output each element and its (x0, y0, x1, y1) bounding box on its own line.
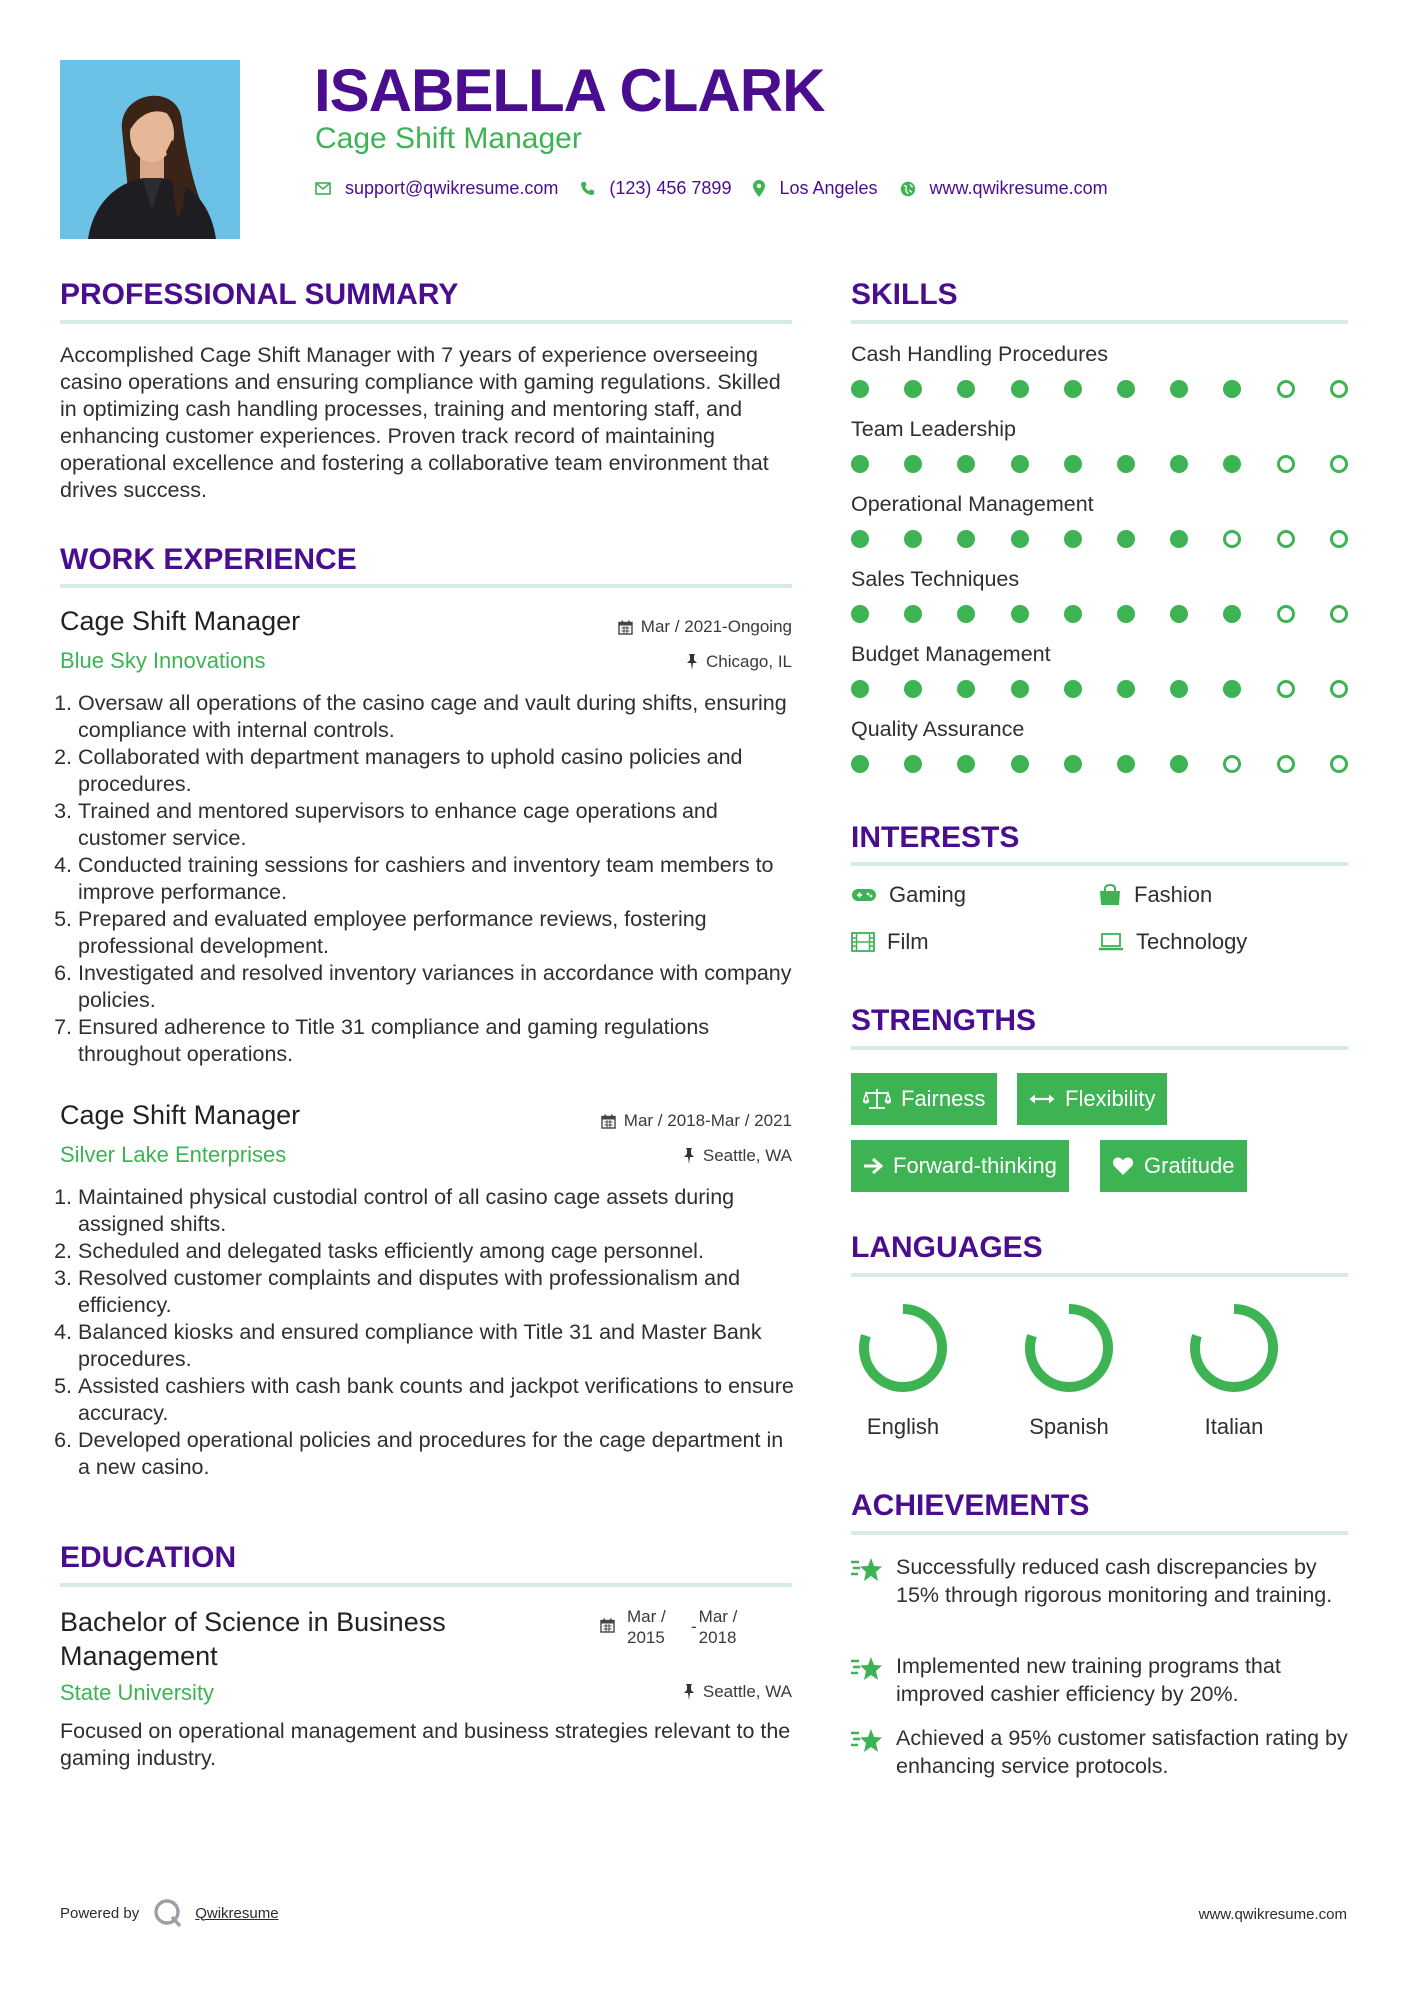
rating-dot-empty (1330, 380, 1348, 398)
balance-scale-icon (863, 1088, 891, 1110)
rating-dot-filled (1011, 380, 1029, 398)
rating-dot-filled (957, 755, 975, 773)
rating-dot-filled (1223, 455, 1241, 473)
rating-dot-filled (1011, 530, 1029, 548)
achievement-text: Achieved a 95% customer satisfaction rating by enhancing service protocols. (896, 1726, 1348, 1778)
list-item: 2. Collaborated with department managers to uphold casino policies and procedures. (78, 744, 795, 798)
experience-rule (60, 584, 792, 588)
job-dates (618, 617, 792, 637)
candidate-role: Cage Shift Manager (315, 122, 582, 155)
strength-label: Fairness (901, 1086, 986, 1111)
skill-name: Team Leadership (851, 417, 1016, 441)
rating-dot-filled (851, 380, 869, 398)
interest-film (851, 929, 929, 955)
skill-rating (851, 680, 1351, 700)
interests-rule (851, 862, 1348, 866)
skill-name: Budget Management (851, 642, 1051, 666)
email-text: support@qwikresume.com (345, 178, 559, 198)
education-end-month: Mar / (698, 1607, 738, 1626)
rating-dot-filled (1064, 755, 1082, 773)
strength-label: Flexibility (1065, 1086, 1156, 1111)
rating-dot-filled (1170, 755, 1188, 773)
interest-gaming (851, 882, 966, 908)
education-start (627, 1606, 675, 1648)
language-level-ring (1188, 1302, 1280, 1394)
interest-fashion (1098, 882, 1212, 908)
rating-dot-empty (1330, 680, 1348, 698)
phone-text: (123) 456 7899 (609, 178, 732, 198)
education-dates (600, 1606, 747, 1648)
rating-dot-filled (1170, 380, 1188, 398)
calendar-icon (600, 1618, 615, 1633)
skill-rating (851, 755, 1351, 775)
achievement-text: Implemented new training programs that improved cashier efficiency by 20%. (896, 1654, 1281, 1706)
skills-rule (851, 320, 1348, 324)
pin-icon (683, 1684, 695, 1700)
trophy-star-icon (850, 1655, 884, 1688)
languages-heading: LANGUAGES (851, 1231, 1043, 1264)
language-level-arc (1030, 1309, 1108, 1387)
rating-dot-filled (904, 755, 922, 773)
language-level-ring (1023, 1302, 1115, 1394)
rating-dot-filled (904, 455, 922, 473)
skill-name: Quality Assurance (851, 717, 1025, 741)
education-end (699, 1606, 747, 1648)
list-item: 4. Balanced kiosks and ensured compliance with Title 31 and Master Bank procedures. (78, 1319, 795, 1373)
list-item: 5. Prepared and evaluated employee performance reviews, fostering professional development. (78, 906, 795, 960)
qwikresume-logo-icon (153, 1898, 183, 1928)
gamepad-icon (851, 887, 877, 903)
rating-dot-empty (1330, 530, 1348, 548)
job-company: Silver Lake Enterprises (60, 1142, 287, 1167)
strengths-rule (851, 1046, 1348, 1050)
calendar-icon (601, 1114, 616, 1129)
interest-label: Fashion (1134, 882, 1213, 907)
envelope-icon (315, 182, 331, 195)
powered-by-text: Powered by (60, 1904, 140, 1922)
skill-name: Cash Handling Procedures (851, 342, 1108, 366)
contact-phone[interactable] (580, 178, 731, 199)
achievement-text: Successfully reduced cash discrepancies by 15% through rigorous monitoring and training. (896, 1555, 1333, 1607)
skill-name: Operational Management (851, 492, 1094, 516)
rating-dot-filled (957, 680, 975, 698)
rating-dot-filled (1170, 605, 1188, 623)
list-item: 3. Resolved customer complaints and disputes with professionalism and efficiency. (78, 1265, 795, 1319)
location-text: Los Angeles (779, 178, 878, 198)
list-item: 7. Ensured adherence to Title 31 compliance and gaming regulations throughout operations. (78, 1014, 795, 1068)
rating-dot-empty (1330, 605, 1348, 623)
qwikresume-link[interactable]: Qwikresume (195, 1904, 279, 1922)
education-rule (60, 1583, 792, 1587)
contact-email[interactable] (315, 178, 558, 199)
globe-icon (900, 181, 916, 197)
strength-tag-fairness (851, 1073, 997, 1125)
rating-dot-filled (957, 605, 975, 623)
summary-text: Accomplished Cage Shift Manager with 7 years of experience overseeing casino operations and ensuring compliance with gaming regulations. Skilled in optimizing cash handling processes, training and mentoring staff, and enhancing customer experiences. Proven track record of maintaining operational excellence and fostering a collaborative team environment that drives success. (60, 343, 781, 502)
summary-heading: PROFESSIONAL SUMMARY (60, 278, 459, 311)
calendar-icon (618, 620, 633, 635)
job-location-text: Chicago, IL (706, 652, 792, 671)
list-item: 6. Investigated and resolved inventory variances in accordance with company policies. (78, 960, 795, 1014)
list-item: 1. Maintained physical custodial control of all casino cage assets during assigned shifts. (78, 1184, 795, 1238)
job-dates (601, 1111, 792, 1131)
rating-dot-filled (1117, 380, 1135, 398)
job-dates-text: Mar / 2021-Ongoing (640, 617, 792, 636)
list-item: 2. Scheduled and delegated tasks efficiently among cage personnel. (78, 1238, 795, 1265)
rating-dot-empty (1277, 380, 1295, 398)
rating-dot-filled (1223, 680, 1241, 698)
strength-label: Gratitude (1144, 1153, 1235, 1178)
experience-heading: WORK EXPERIENCE (60, 543, 357, 576)
skill-name: Sales Techniques (851, 567, 1020, 591)
language-level-ring (857, 1302, 949, 1394)
strength-tag-gratitude (1100, 1140, 1247, 1192)
rating-dot-filled (904, 530, 922, 548)
rating-dot-filled (1223, 380, 1241, 398)
language-name: Italian (1204, 1414, 1264, 1439)
languages-rule (851, 1273, 1348, 1277)
rating-dot-filled (904, 605, 922, 623)
footer-branding (60, 1898, 279, 1928)
rating-dot-filled (1117, 680, 1135, 698)
job-title: Cage Shift Manager (60, 606, 301, 636)
interest-label: Film (887, 929, 929, 954)
job-location-text: Seattle, WA (702, 1146, 792, 1165)
rating-dot-filled (904, 380, 922, 398)
rating-dot-empty (1330, 455, 1348, 473)
skills-heading: SKILLS (851, 278, 958, 311)
list-item: 4. Conducted training sessions for cashiers and inventory team members to improve performance. (78, 852, 795, 906)
trophy-star-icon (850, 1727, 884, 1760)
education-heading: EDUCATION (60, 1541, 237, 1574)
arrows-horizontal-icon (1029, 1092, 1055, 1106)
rating-dot-empty (1277, 605, 1295, 623)
phone-icon (580, 181, 595, 196)
rating-dot-filled (1170, 530, 1188, 548)
contact-row (315, 178, 1108, 199)
language-name: Spanish (1029, 1414, 1109, 1439)
degree-title: Bachelor of Science in Business Management (60, 1607, 446, 1671)
pin-icon (683, 1148, 695, 1164)
school-name: State University (60, 1680, 215, 1705)
rating-dot-filled (1011, 755, 1029, 773)
candidate-name: ISABELLA CLARK (314, 57, 825, 124)
rating-dot-filled (1064, 680, 1082, 698)
skill-rating (851, 380, 1351, 400)
achievements-rule (851, 1531, 1348, 1535)
pin-icon (686, 654, 698, 670)
rating-dot-filled (957, 530, 975, 548)
strengths-heading: STRENGTHS (851, 1004, 1037, 1037)
rating-dot-filled (851, 680, 869, 698)
job-company: Blue Sky Innovations (60, 648, 266, 673)
rating-dot-empty (1277, 530, 1295, 548)
achievements-heading: ACHIEVEMENTS (851, 1489, 1090, 1522)
shopping-bag-icon (1098, 884, 1122, 906)
rating-dot-filled (851, 605, 869, 623)
film-icon (851, 932, 875, 952)
skill-rating (851, 530, 1351, 550)
rating-dot-filled (1117, 530, 1135, 548)
rating-dot-filled (1011, 455, 1029, 473)
rating-dot-filled (1064, 530, 1082, 548)
job-location (683, 1146, 792, 1166)
skill-rating (851, 605, 1351, 625)
rating-dot-empty (1277, 755, 1295, 773)
rating-dot-filled (957, 455, 975, 473)
list-item: 6. Developed operational policies and procedures for the cage department in a new casino. (78, 1427, 795, 1481)
date-separator: - (691, 1617, 697, 1636)
rating-dot-filled (1117, 755, 1135, 773)
list-item: 3. Trained and mentored supervisors to enhance cage operations and customer service. (78, 798, 795, 852)
strength-tag-forward-thinking (851, 1140, 1069, 1192)
rating-dot-filled (1170, 455, 1188, 473)
rating-dot-filled (1170, 680, 1188, 698)
rating-dot-filled (904, 680, 922, 698)
rating-dot-empty (1223, 530, 1241, 548)
job-dates-text: Mar / 2018-Mar / 2021 (623, 1111, 792, 1130)
rating-dot-filled (851, 755, 869, 773)
education-location-text: Seattle, WA (702, 1682, 792, 1701)
website-text: www.qwikresume.com (929, 178, 1108, 198)
education-end-year: 2018 (698, 1628, 737, 1647)
laptop-icon (1098, 933, 1124, 951)
rating-dot-filled (1011, 680, 1029, 698)
footer-website[interactable]: www.qwikresume.com (1198, 1906, 1347, 1923)
education-description: Focused on operational management and business strategies relevant to the gaming industry. (60, 1719, 791, 1770)
contact-location (753, 178, 877, 199)
rating-dot-filled (851, 530, 869, 548)
rating-dot-filled (1064, 605, 1082, 623)
rating-dot-empty (1277, 455, 1295, 473)
rating-dot-filled (1011, 605, 1029, 623)
language-level-arc (864, 1309, 942, 1387)
summary-rule (60, 320, 792, 324)
interests-heading: INTERESTS (851, 821, 1020, 854)
strength-tag-flexibility (1017, 1073, 1167, 1125)
rating-dot-empty (1330, 755, 1348, 773)
job-location (686, 652, 792, 672)
trophy-star-icon (850, 1556, 884, 1589)
rating-dot-filled (1223, 605, 1241, 623)
map-marker-icon (753, 180, 765, 197)
skill-rating (851, 455, 1351, 475)
education-start-month: Mar / (627, 1607, 666, 1626)
job-bullets (60, 690, 795, 1068)
profile-photo (60, 60, 240, 239)
arrow-right-icon (863, 1157, 883, 1175)
list-item: 5. Assisted cashiers with cash bank counts and jackpot verifications to ensure accuracy. (78, 1373, 795, 1427)
language-name: English (866, 1414, 940, 1439)
job-bullets (60, 1184, 795, 1481)
job-title: Cage Shift Manager (60, 1100, 301, 1130)
rating-dot-empty (1277, 680, 1295, 698)
heart-icon (1112, 1156, 1134, 1176)
rating-dot-filled (1064, 455, 1082, 473)
strength-label: Forward-thinking (893, 1153, 1057, 1178)
contact-website[interactable] (900, 178, 1108, 199)
rating-dot-empty (1223, 755, 1241, 773)
education-start-year: 2015 (627, 1628, 665, 1647)
rating-dot-filled (1064, 380, 1082, 398)
rating-dot-filled (1117, 605, 1135, 623)
rating-dot-filled (1117, 455, 1135, 473)
interest-label: Technology (1136, 929, 1248, 954)
interest-label: Gaming (889, 882, 967, 907)
language-level-arc (1195, 1309, 1273, 1387)
education-location (683, 1682, 792, 1702)
interest-technology (1098, 929, 1247, 955)
list-item: 1. Oversaw all operations of the casino cage and vault during shifts, ensuring compliance with internal controls. (78, 690, 795, 744)
rating-dot-filled (851, 455, 869, 473)
rating-dot-filled (957, 380, 975, 398)
